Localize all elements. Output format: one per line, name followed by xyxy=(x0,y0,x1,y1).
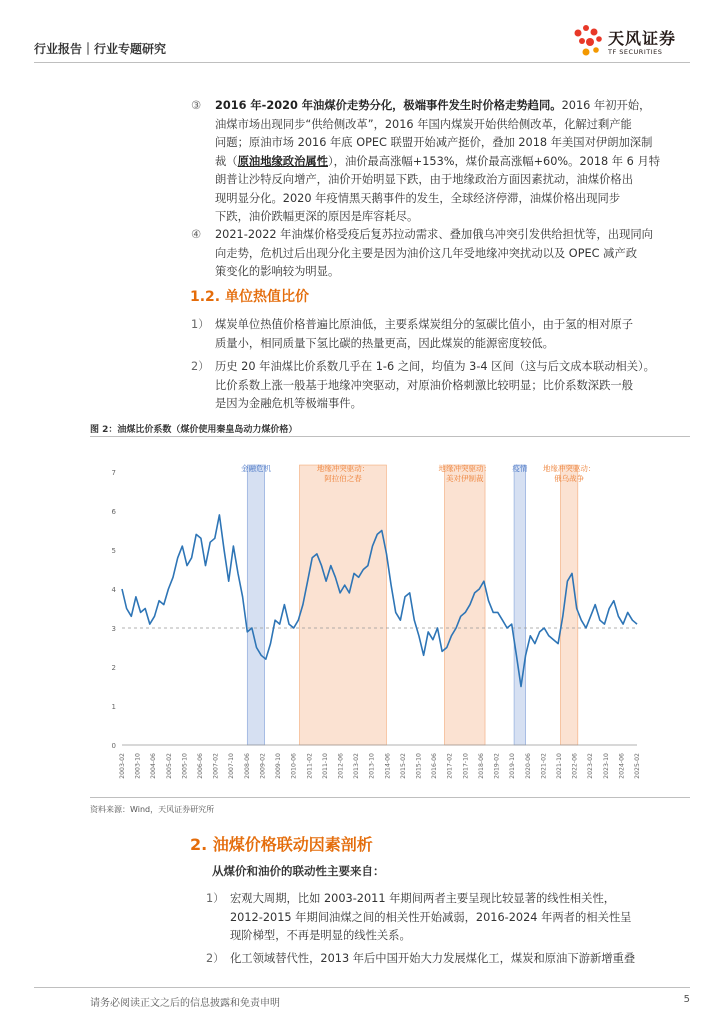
text-line: 油煤市场出现同步“供给侧改革”，2016 年国内煤炭开始供给侧改革，化解过剩产能 xyxy=(215,117,632,131)
x-tick-label: 2003-02 xyxy=(119,753,126,779)
text-line: 问题；原油市场 2016 年底 OPEC 联盟开始减产挺价，叠加 2018 年美国对伊朗加深制 xyxy=(215,136,653,149)
y-tick-label: 1 xyxy=(111,703,116,711)
x-tick-label: 2016-06 xyxy=(431,753,439,779)
shaded-period-label: 地缘冲突驱动： xyxy=(542,464,596,473)
text-line: 质量小，相同质量下氢比碳的热量更高，因此煤炭的能源密度较低。 xyxy=(215,336,554,350)
item-number: ③ xyxy=(191,99,202,112)
shaded-period-label: 美对伊制裁 xyxy=(446,474,484,483)
item-number: 2） xyxy=(206,952,225,965)
x-tick-label: 2003-10 xyxy=(134,753,142,779)
text-span: ）， xyxy=(328,154,345,168)
paragraph-link-2 xyxy=(206,950,670,969)
x-tick-label: 2005-10 xyxy=(181,753,189,779)
x-tick-label: 2010-06 xyxy=(290,753,298,779)
shaded-period xyxy=(444,465,485,745)
text-line: 历史 20 年油煤比价系数几乎在 1-6 之间，均值为 3-4 区间（这与后文成本联动相关）。 xyxy=(215,360,655,373)
x-tick-label: 2009-02 xyxy=(259,753,267,779)
shaded-period xyxy=(514,465,526,745)
item-number: 1） xyxy=(206,892,225,905)
x-tick-label: 2013-02 xyxy=(353,753,361,779)
x-tick-label: 2008-06 xyxy=(243,753,251,779)
shaded-period-label: 阿拉伯之春 xyxy=(324,474,362,483)
oil-coal-ratio-chart xyxy=(0,437,724,797)
y-tick-label: 4 xyxy=(111,586,116,594)
text-span: 裁（ xyxy=(215,154,238,168)
text-line: 朗普让沙特反向增产，油价开始明显下跌，由于地缘政治方面因素扰动，油煤价格出 xyxy=(215,173,633,186)
x-tick-label: 2023-10 xyxy=(602,753,610,779)
shaded-period-label: 金融危机 xyxy=(240,464,271,473)
sub-heading: 从煤价和油价的联动性主要来自： xyxy=(212,864,385,878)
text-line: 比价系数上涨一般基于地缘冲突驱动，对原油价格刺激比较明显；比价系数深跌一般 xyxy=(215,378,633,392)
footer-disclaimer: 请务必阅读正文之后的信息披露和免责申明 xyxy=(90,998,280,1009)
header-divider xyxy=(34,62,690,63)
x-tick-label: 2006-06 xyxy=(197,753,205,779)
shaded-period-label: 俄乌战争 xyxy=(554,474,585,483)
x-tick-label: 2019-10 xyxy=(509,753,517,779)
logo-text: 天风证券 xyxy=(608,29,677,48)
shaded-period xyxy=(247,465,264,745)
x-tick-label: 2015-10 xyxy=(415,753,423,779)
x-tick-label: 2009-10 xyxy=(275,753,283,779)
x-tick-label: 2015-02 xyxy=(399,753,407,779)
text-span: 油价最高涨幅+153%，煤价最高涨幅+60%。2018 年 6 月特 xyxy=(344,154,661,168)
x-tick-label: 2014-06 xyxy=(384,753,392,779)
y-tick-label: 0 xyxy=(111,742,116,750)
x-tick-label: 2018-06 xyxy=(477,753,485,779)
x-tick-label: 2019-02 xyxy=(493,753,501,779)
shaded-period-label: 疫情 xyxy=(512,464,528,473)
x-tick-label: 2025-02 xyxy=(634,753,641,779)
page-number: 5 xyxy=(683,994,690,1005)
footer-divider xyxy=(34,987,690,988)
paragraph-link-1 xyxy=(206,890,670,946)
x-tick-label: 2012-06 xyxy=(337,753,345,779)
y-tick-label: 6 xyxy=(111,508,116,516)
text-line: 化工领域替代性，2013 年后中国开始大力发展煤化工，煤炭和原油下游新增重叠 xyxy=(230,952,636,965)
x-tick-label: 2021-02 xyxy=(540,753,548,779)
report-category: 行业报告｜行业专题研究 xyxy=(34,42,167,56)
text-line: 向走势，危机过后出现分化主要是因为油价这几年受地缘冲突扰动以及 OPEC 减产政 xyxy=(215,246,638,260)
text-line: 2012-2015 年期间油煤之间的相关性开始减弱，2016-2024 年两者的相关性呈 xyxy=(230,910,632,924)
item-3-title: 2016 年-2020 年油煤价走势分化，极端事件发生时价格走势趋同。 xyxy=(215,99,562,112)
x-tick-label: 2007-10 xyxy=(228,753,236,779)
text-line: 现明显分化。2020 年疫情黑天鹅事件的发生，全球经济停滞，油煤价格出现同步 xyxy=(215,191,621,205)
shaded-period-label: 地缘冲突驱动： xyxy=(438,464,492,473)
x-tick-label: 2024-06 xyxy=(618,753,626,779)
paragraph-item-4 xyxy=(191,226,675,282)
y-tick-label: 5 xyxy=(111,547,116,555)
logo-subtext: TF SECURITIES xyxy=(608,48,663,56)
figure-bottom-rule xyxy=(90,797,690,798)
text-line: 是因为金融危机等极端事件。 xyxy=(215,397,362,410)
x-tick-label: 2021-10 xyxy=(555,753,563,779)
text-line: 现阶梯型，不再是明显的线性关系。 xyxy=(230,929,411,942)
paragraph-point-1 xyxy=(191,316,675,353)
text-line: 煤炭单位热值价格普遍比原油低，主要系煤炭组分的氢碳比值小，由于氢的相对原子 xyxy=(215,318,633,331)
paragraph-item-3 xyxy=(191,97,675,227)
x-tick-label: 2004-06 xyxy=(150,753,158,779)
shaded-period xyxy=(299,465,386,745)
item-3-title-tail: 2016 年初开始， xyxy=(561,99,651,112)
text-line: 宏观大周期，比如 2003-2011 年期间两者主要呈现比较显著的线性相关性， xyxy=(230,892,616,905)
text-line: 策变化的影响较为明显。 xyxy=(215,265,340,278)
x-tick-label: 2023-02 xyxy=(587,753,595,779)
shaded-period xyxy=(560,465,577,745)
y-tick-label: 3 xyxy=(111,625,116,633)
shaded-period-label: 地缘冲突驱动： xyxy=(316,464,370,473)
x-tick-label: 2017-02 xyxy=(446,753,454,779)
x-tick-label: 2013-10 xyxy=(368,753,376,779)
text-line: 2021-2022 年油煤价格受疫后复苏拉动需求、叠加俄乌冲突引发供给担忧等，出现同向 xyxy=(215,228,653,241)
section-heading-1-2: 1.2. 单位热值比价 xyxy=(190,289,309,305)
figure-source: 资料来源：Wind，天风证券研究所 xyxy=(90,805,215,814)
item-number: 1） xyxy=(191,318,210,331)
highlight-text: 原油地缘政治属性 xyxy=(237,154,328,168)
item-number: ④ xyxy=(191,228,202,241)
x-tick-label: 2020-06 xyxy=(524,753,532,779)
x-tick-label: 2011-10 xyxy=(321,753,329,779)
section-heading-2: 2. 油煤价格联动因素剖析 xyxy=(190,835,373,854)
x-tick-label: 2011-02 xyxy=(306,753,314,779)
y-tick-label: 7 xyxy=(111,469,116,477)
x-tick-label: 2007-02 xyxy=(212,753,220,779)
text-line: 下跌，油价跌幅更深的原因是库容耗尽。 xyxy=(215,210,419,223)
paragraph-point-2 xyxy=(191,358,675,414)
x-tick-label: 2005-02 xyxy=(165,753,173,779)
x-tick-label: 2022-06 xyxy=(571,753,579,779)
figure-title: 图 2：油煤比价系数（煤价使用秦皇岛动力煤价格） xyxy=(90,425,298,435)
item-number: 2） xyxy=(191,360,210,373)
y-tick-label: 2 xyxy=(111,664,116,672)
x-tick-label: 2017-10 xyxy=(462,753,470,779)
